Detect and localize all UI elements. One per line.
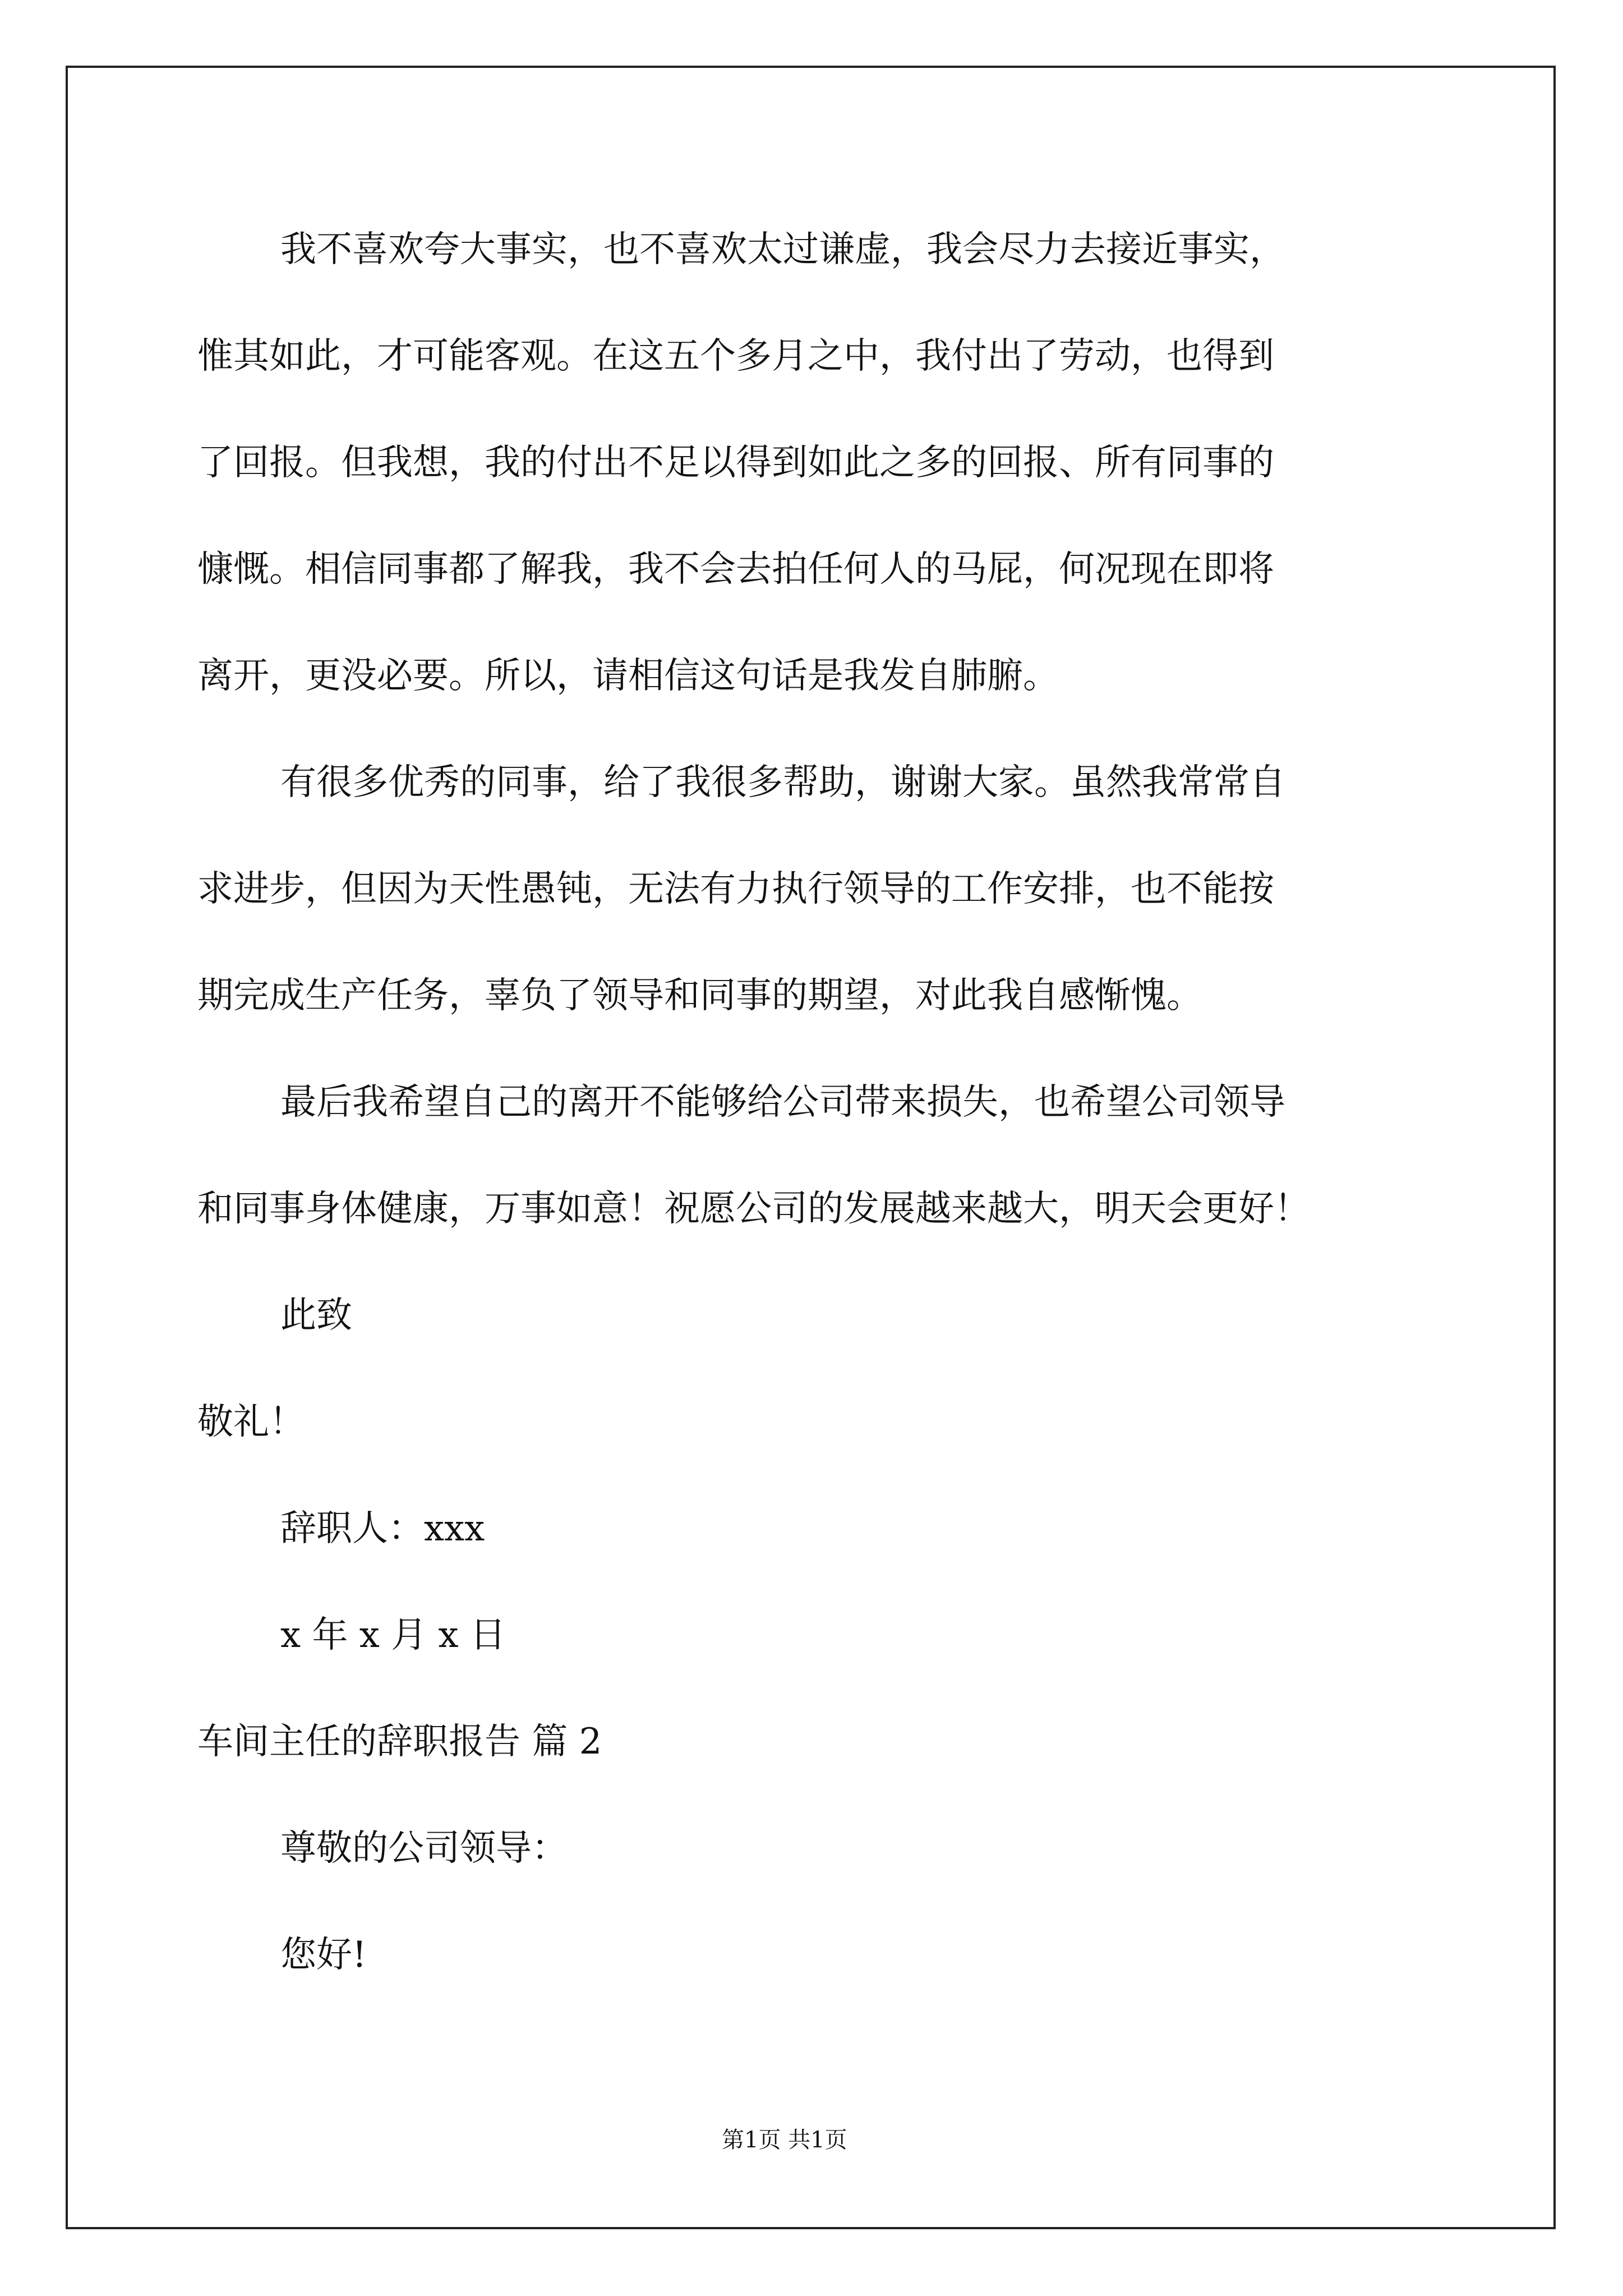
paragraph-1-line-5: 离开，更没必要。所以，请相信这句话是我发自肺腑。 <box>197 655 1059 697</box>
paragraph-3-line-2: 和同事身体健康，万事如意！祝愿公司的发展越来越大，明天会更好！ <box>197 1188 1310 1230</box>
section-title: 车间主任的辞职报告 篇 2 <box>197 1721 602 1763</box>
paragraph-1-line-1: 我不喜欢夸大事实，也不喜欢太过谦虚，我会尽力去接近事实， <box>280 229 1285 270</box>
salute-text: 敬礼！ <box>197 1401 305 1443</box>
paragraph-1-line-3: 了回报。但我想，我的付出不足以得到如此之多的回报、所有同事的 <box>197 442 1274 484</box>
paragraph-2-line-2: 求进步，但因为天性愚钝，无法有力执行领导的工作安排，也不能按 <box>197 868 1274 910</box>
paragraph-1-line-4: 慷慨。相信同事都了解我，我不会去拍任何人的马屁，何况现在即将 <box>197 549 1274 590</box>
salutation-line: 尊敬的公司领导： <box>280 1828 568 1869</box>
greeting-line: 您好! <box>280 1934 367 1976</box>
page-border <box>66 66 1556 2229</box>
page-footer: 第1页 共1页 <box>722 2127 847 2153</box>
paragraph-2-line-3: 期完成生产任务，辜负了领导和同事的期望，对此我自感惭愧。 <box>197 975 1202 1016</box>
date-line: x 年 x 月 x 日 <box>280 1614 506 1656</box>
paragraph-1-line-2: 惟其如此，才可能客观。在这五个多月之中，我付出了劳动，也得到 <box>197 335 1274 377</box>
paragraph-3-line-1: 最后我希望自己的离开不能够给公司带来损失，也希望公司领导 <box>280 1082 1285 1123</box>
signature-line: 辞职人：xxx <box>280 1508 485 1549</box>
closing-text: 此致 <box>280 1295 352 1336</box>
paragraph-2-line-1: 有很多优秀的同事，给了我很多帮助，谢谢大家。虽然我常常自 <box>280 762 1285 803</box>
